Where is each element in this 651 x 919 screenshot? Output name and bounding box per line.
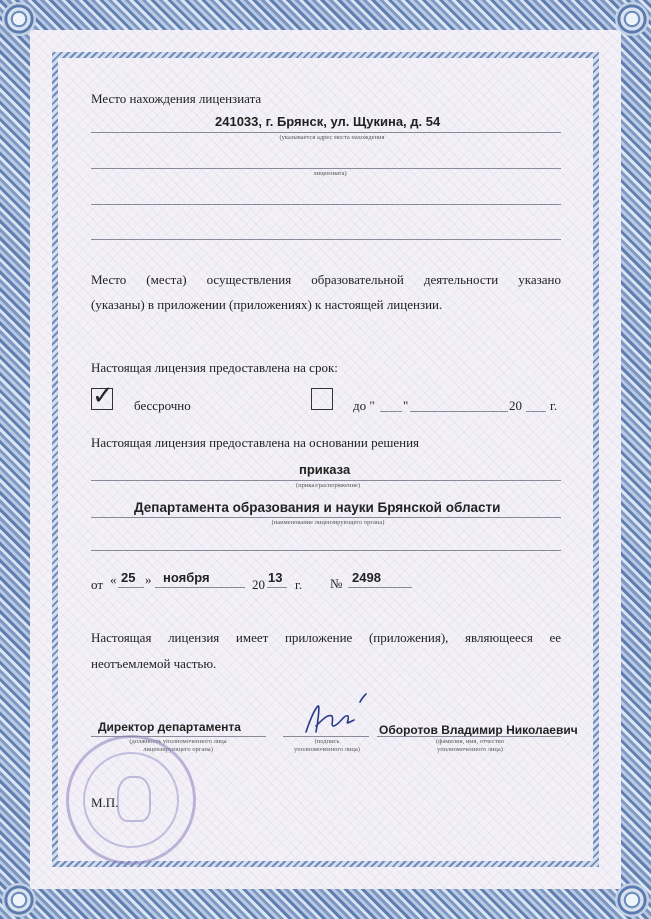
term-month-line [410,411,508,412]
term-until: до " [353,398,375,413]
address-value: 241033, г. Брянск, ул. Щукина, д. 54 [215,114,441,129]
until-checkbox [311,388,333,410]
blank-line [91,550,561,551]
term-year-suffix: г. [550,398,558,413]
licensee-line [91,168,561,169]
date-year-suffix: г. [295,577,303,592]
address-line [91,132,561,133]
decision-caption: (приказ/распоряжение) [296,482,360,489]
decision-line [91,480,561,481]
location-label: Место нахождения лицензиата [91,91,262,106]
education-places-line-2: (указаны) в приложении (приложениях) к настоящей лицензии. [91,297,443,312]
term-day-line [380,411,402,412]
license-number: 2498 [352,570,381,585]
number-sign: № [330,576,343,591]
signer-name: Оборотов Владимир Николаевич [379,723,578,737]
signer-caption-2: уполномоченного лица) [437,746,503,753]
term-year-line [526,411,546,412]
number-line [348,587,412,588]
eagle-emblem-icon [117,776,151,822]
authority-name: Департамента образования и науки Брянской области [134,500,501,515]
signer-line [377,736,561,737]
signature-icon [296,692,376,740]
corner-rosette-icon [2,883,36,917]
date-year: 13 [268,570,283,585]
authority-caption: (наименование лицензирующего органа) [271,519,385,526]
date-quote-close: » [145,572,152,587]
date-day: 25 [121,570,136,585]
signature-caption-2: уполномоченного лица) [294,746,360,753]
date-year-line [267,587,287,588]
stamp-place: М.П. [91,795,119,810]
corner-rosette-icon [2,2,36,36]
decision-type: приказа [299,462,351,477]
corner-rosette-icon [615,883,649,917]
check-icon: ✓ [92,381,114,411]
corner-rosette-icon [615,2,649,36]
signer-caption-1: (фамилия, имя, отчество [436,738,504,745]
date-prefix: от [91,577,104,592]
appendix-line-2: неотъемлемой частью. [91,656,217,671]
term-label: Настоящая лицензия предоставлена на срок: [91,360,338,375]
signature-line [283,736,369,737]
education-places-line-1: Место (места) осуществления образовательной деятельности указано [91,272,561,287]
appendix-line-1: Настоящая лицензия имеет приложение (приложения), являющееся ее [91,630,561,645]
position-title: Директор департамента [98,720,241,734]
position-caption-1: (должность уполномоченного лица [129,738,227,745]
official-seal [66,735,196,865]
address-caption: (указывается адрес места нахождения [279,134,385,141]
date-quote-open: « [110,572,117,587]
position-caption-2: лицензирующего органа) [143,746,213,753]
date-month-line [155,587,245,588]
term-unlimited: бессрочно [134,398,191,413]
licensee-caption: лицензиата) [313,170,347,177]
date-day-line [118,587,144,588]
term-year-prefix: 20 [509,398,522,413]
signature-caption-1: (подпись [314,738,340,745]
authority-line [91,517,561,518]
blank-line [91,204,561,205]
date-year-prefix: 20 [252,577,265,592]
basis-label: Настоящая лицензия предоставлена на основании решения [91,435,420,450]
term-until-quote: " [403,398,409,413]
date-month: ноября [163,570,210,585]
blank-line [91,239,561,240]
